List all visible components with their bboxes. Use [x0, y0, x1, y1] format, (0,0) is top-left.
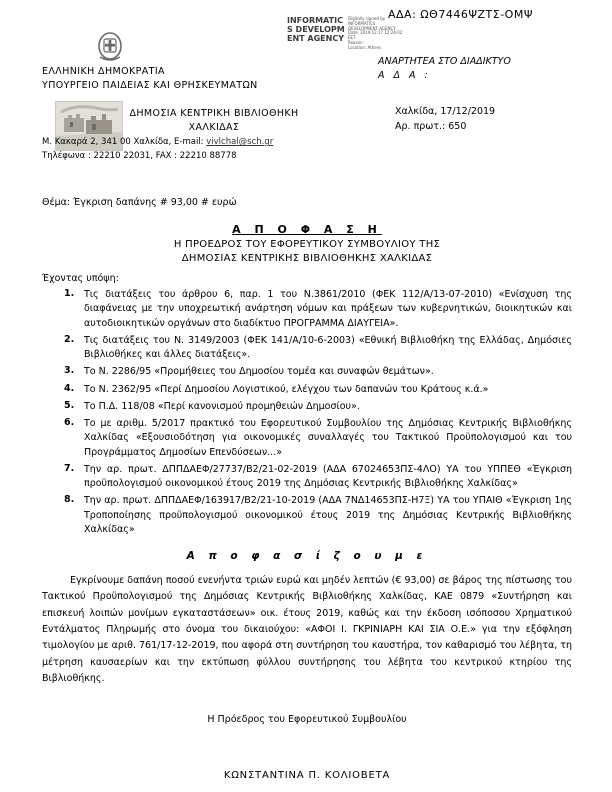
decision-paragraph: Εγκρίνουμε δαπάνη ποσού ενενήντα τριών ευρώ και μηδέν λεπτών (€ 93,00) σε βάρος της πίστωσης του Τακτικού Προϋπολογισμού της Δημόσιας Κεντρικής Βιβλιοθήκης Χαλκίδας, ΚΑΕ 0879 «Συντήρηση και επισκευή λοιπών μονίμων εγκαταστάσεων» οικ. έτους 2019, καθώς και την έκδοση ισόποσου Χρηματικού Εντάλματος Πληρωμής στο όνομα του δικαιούχου: «ΑΦΟΙ Ι. ΓΚΡΙΝΙΑΡΗ ΚΑΙ ΣΙΑ Ο.Ε.» για την εξόφληση τιμολογίου με αριθ. 761/17-12-2019, που αφορά στη συντήρηση του καυστήρα, τον καθαρισμό του λέβητα, τη μέτρηση καυσαερίων και την εκτύπωση φύλλου συντήρησης του λέβητα του κεντρικού κτηρίου της Βιβλιοθήκης.	[42, 575, 572, 684]
decision-title-block	[42, 223, 572, 264]
list-item	[64, 365, 572, 379]
list-item-text: Τις διατάξεις του Ν. 3149/2003 (ΦΕΚ 141/Α/10-6-2003) «Εθνική Βιβλιοθήκη της Ελλάδας, Δημόσιες Βιβλιοθήκες και άλλες διατάξεις».	[84, 334, 572, 360]
digital-signature-stamp	[287, 17, 426, 51]
list-item-number: 8.	[64, 494, 75, 506]
ministry-label: ΥΠΟΥΡΓΕΙΟ ΠΑΙΔΕΙΑΣ ΚΑΙ ΘΡΗΣΚΕΥΜΑΤΩΝ	[42, 80, 258, 91]
legal-basis-list	[42, 288, 572, 537]
having-regard-label: Έχοντας υπόψη:	[42, 273, 119, 284]
stamp-detail-line: Digitally signed by	[348, 16, 386, 21]
list-item	[64, 383, 572, 397]
list-item-text: Το Ν. 2362/95 «Περί Δημοσίου Λογιστικού, ελέγχου των δαπανών του Κράτους κ.ά.»	[84, 383, 489, 395]
list-item	[64, 417, 572, 460]
document-body	[42, 197, 572, 781]
greek-coat-of-arms-icon	[96, 31, 124, 67]
list-item	[64, 288, 572, 331]
list-item	[64, 334, 572, 363]
list-item-text: Το Π.Δ. 118/08 «Περί κανονισμού προμηθειών Δημοσίου».	[84, 400, 360, 412]
list-item-text: Το με αριθμ. 5/2017 πρακτικό του Εφορευτικού Συμβουλίου της Δημόσιας Κεντρικής Βιβλιοθήκης Χαλκίδας «Εξουσιοδότηση για οικονομικές συναλλαγές του Τακτικού Προϋπολογισμού και του Προγράμματος Δημοσίων Επενδύσεων...»	[84, 418, 572, 458]
place-date: Χαλκίδα, 17/12/2019	[395, 106, 496, 117]
list-item-text: Το Ν. 2286/95 «Προμήθειες του Δημοσίου τομέα και συναφών θεμάτων».	[84, 366, 434, 378]
signature-title: Η Πρόεδρος του Εφορευτικού Συμβουλίου	[207, 714, 407, 726]
address-text: Μ. Κακαρά 2, 341 00 Χαλκίδα, E-mail:	[42, 137, 207, 147]
phones-line: Τηλέφωνα : 22210 22031, FAX : 22210 88778	[42, 151, 237, 161]
decision-subtitle-1: Η ΠΡΟΕΔΡΟΣ ΤΟΥ ΕΦΟΡΕΥΤΙΚΟΥ ΣΥΜΒΟΥΛΙΟΥ ΤΗΣ	[173, 239, 441, 250]
stamp-detail-line: EET	[348, 35, 356, 41]
decide-heading: Α π ο φ α σ ί ζ ο υ μ ε	[186, 550, 428, 562]
list-item-number: 2.	[64, 333, 75, 345]
list-item-text: Τις διατάξεις του άρθρου 6, παρ. 1 του Ν.3861/2010 (ΦΕΚ 112/Α/13-07-2010) «Ενίσχυση της διαφάνειας με την υποχρεωτική ανάρτηση νόμων και πράξεων των κυβερνητικών, διοικητικών και αυτοδιοικητικών οργάνων στο διαδίκτυο ΠΡΟΓΡΑΜΜΑ ΔΙΑΥΓΕΙΑ».	[84, 289, 572, 329]
decision-title: Α Π Ο Φ Α Σ Η	[232, 223, 382, 236]
date-protocol-block	[395, 104, 495, 134]
library-name-line2: ΧΑΛΚΙΔΑΣ	[188, 121, 240, 133]
stamp-detail-line: DEVELOPMENT AGENCY	[348, 25, 396, 31]
stamp-detail-line: Date: 2019.12.17 12:26:02	[348, 30, 403, 36]
stamp-details	[348, 17, 426, 51]
list-item-number: 3.	[64, 365, 75, 377]
list-item	[64, 400, 572, 414]
library-name-line1: ΔΗΜΟΣΙΑ ΚΕΝΤΡΙΚΗ ΒΙΒΛΙΟΘΗΚΗ	[129, 108, 299, 119]
address-line	[42, 137, 273, 147]
protocol-number: Αρ. πρωτ.: 650	[395, 121, 467, 133]
list-item-number: 4.	[64, 382, 75, 394]
hellenic-republic-label: ΕΛΛΗΝΙΚΗ ΔΗΜΟΚΡΑΤΙΑ	[42, 66, 165, 77]
library-name	[128, 107, 300, 135]
signature-name: ΚΩΝΣΤΑΝΤΙΝΑ Π. ΚΟΛΙΟΒΕΤΑ	[223, 770, 391, 782]
list-item-number: 5.	[64, 399, 75, 411]
list-item-text: Την αρ. πρωτ. ΔΠΠΔΑΕΦ/163917/Β2/21-10-2019 (ΑΔΑ 7ΝΔ14653ΠΣ-Η7Ξ) ΥΑ του ΥΠΑΙΘ «Έγκριση 1ης Τροποποίησης προϋπολογισμού οικονομικού έτους 2019 της Δημόσιας Κεντρικής Βιβλιοθήκης Χαλκίδας»	[84, 495, 572, 535]
stamp-detail-line: Reason:	[348, 39, 364, 45]
list-item-number: 6.	[64, 417, 75, 428]
list-item-number: 1.	[64, 288, 75, 299]
stamp-detail-line: INFORMATICS	[348, 20, 376, 26]
list-item	[64, 463, 572, 492]
stamp-agency-name: INFORMATICS DEVELOPMENT AGENCY	[287, 16, 345, 43]
subject-line: Θέμα: Έγκριση δαπάνης # 93,00 # ευρώ	[42, 197, 237, 208]
list-item-number: 7.	[64, 462, 75, 474]
email-link[interactable]: vivlchal@sch.gr	[206, 137, 274, 147]
stamp-detail-line: Location: Athens	[348, 44, 382, 50]
ada-blank-label: Α Δ Α :	[378, 70, 431, 81]
list-item-text: Την αρ. πρωτ. ΔΠΠΔΑΕΦ/27737/Β2/21-02-2019 (ΑΔΑ 67024653ΠΣ-4ΛΟ) ΥΑ του ΥΠΠΕΘ «Έγκριση προϋπολογισμού οικονομικού έτους 2019 της Δημόσιας Κεντρικής Βιβλιοθήκης Χαλκίδας»	[84, 463, 572, 489]
list-item	[64, 494, 572, 537]
decision-subtitle-2: ΔΗΜΟΣΙΑΣ ΚΕΝΤΡΙΚΗΣ ΒΙΒΛΙΟΘΗΚΗΣ ΧΑΛΚΙΔΑΣ	[181, 253, 433, 264]
ada-code: ΑΔΑ: ΩΘ7446ΨΖΤΣ-ΟΜΨ	[388, 8, 533, 21]
anartitea-label: ΑΝΑΡΤΗΤΕΑ ΣΤΟ ΔΙΑΔΙΚΤΥΟ	[378, 56, 511, 67]
